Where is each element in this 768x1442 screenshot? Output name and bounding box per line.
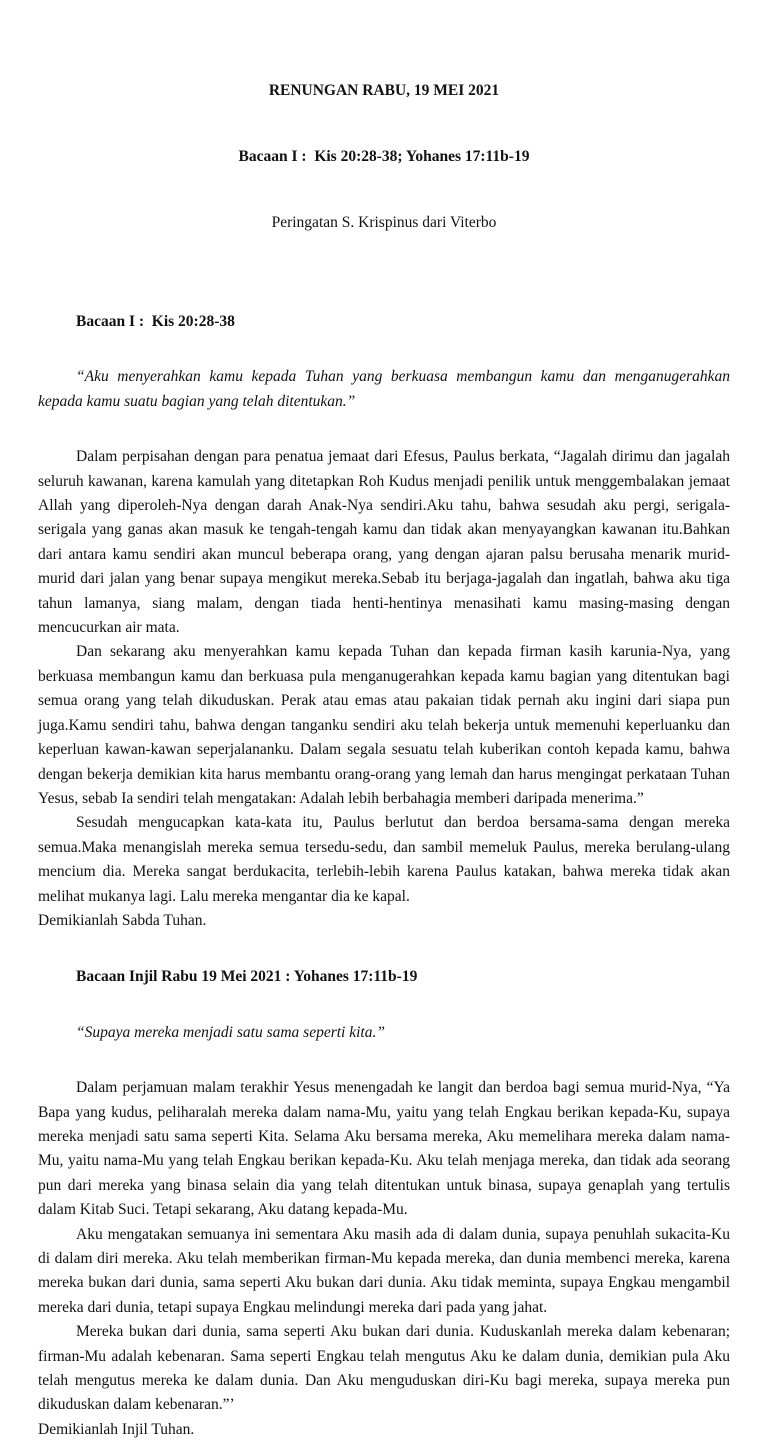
section-reading-1	[38, 310, 730, 933]
reading-body	[38, 1076, 730, 1442]
reading-paragraph: Mereka bukan dari dunia, sama seperti Aku bukan dari dunia. Kuduskanlah mereka dalam kebenaran; firman-Mu adalah kebenaran. Sama seperti Engkau telah mengutus Aku ke dalam dunia, demikian pula Aku telah mengutus mereka ke dalam dunia. Dan Aku menguduskan diri-Ku bagi mereka, supaya mereka pun dikuduskan dalam kebenaran.”’	[38, 1323, 730, 1414]
document-subtitle: Bacaan I : Kis 20:28-38; Yohanes 17:11b-19	[238, 148, 530, 165]
scripture-quote: “Aku menyerahkan kamu kepada Tuhan yang berkuasa membangun kamu dan menganugerahkan kepada kamu suatu bagian yang telah ditentukan.”	[38, 368, 730, 410]
reading-paragraph: Sesudah mengucapkan kata-kata itu, Paulus berlutut dan berdoa bersama-sama dengan mereka semua.Maka menangislah mereka semua tersedu-sedu, dan sambil memeluk Paulus, mereka berulang-ulang mencium dia. Mereka sangat berdukacita, terlebih-lebih karena Paulus katakan, bahwa mereka tidak akan melihat mukanya lagi. Lalu mereka mengantar dia ke kapal.	[38, 814, 730, 905]
reading-paragraph: Dalam perjamuan malam terakhir Yesus menengadah ke langit dan berdoa bagi semua murid-Nya, “Ya Bapa yang kudus, peliharalah mereka dalam nama-Mu, yaitu yang telah Engkau berikan kepada-Ku, supaya mereka menjadi satu sama seperti Kita. Selama Aku bersama mereka, Aku memelihara mereka dalam nama-Mu, yaitu nama-Mu yang telah Engkau berikan kepada-Ku. Aku telah menjaga mereka, dan tidak ada seorang pun dari mereka yang binasa selain dia yang telah ditentukan untuk binasa, supaya genaplah yang tertulis dalam Kitab Suci. Tetapi sekarang, Aku datang kepada-Mu.	[38, 1079, 730, 1219]
reading-paragraph: Dan sekarang aku menyerahkan kamu kepada Tuhan dan kepada firman kasih karunia-Nya, yang berkuasa membangun kamu dan berkuasa pula menganugerahkan kepada kamu bagian yang ditentukan bagi semua orang yang telah dikuduskan. Perak atau emas atau pakaian tidak pernah aku ingini dari siapa pun juga.Kamu sendiri tahu, bahwa dengan tanganku sendiri aku telah bekerja untuk memenuhi keperluanku dan keperluan kawan-kawan seperjalananku. Dalam segala sesuatu telah kuberikan contoh kepada kamu, bahwa dengan bekerja demikian kita harus membantu orang-orang yang lemah dan harus mengingat perkataan Tuhan Yesus, sebab Ia sendiri telah mengatakan: Adalah lebih berbahagia memberi daripada menerima.”	[38, 643, 730, 807]
reading-paragraph: Dalam perpisahan dengan para penatua jemaat dari Efesus, Paulus berkata, “Jagalah dirimu dan jagalah seluruh kawanan, karena kamulah yang ditetapkan Roh Kudus menjadi penilik untuk menggembalakan jemaat Allah yang diperoleh-Nya dengan darah Anak-Nya sendiri.Aku tahu, bahwa sesudah aku pergi, serigala-serigala yang ganas akan masuk ke tengah-tengah kamu dan tidak akan menyayangkan kawanan itu.Bahkan dari antara kamu sendiri akan muncul beberapa orang, yang dengan ajaran palsu berusaha menarik murid-murid dari jalan yang benar supaya mengikut mereka.Sebab itu berjaga-jagalah dan ingatlah, bahwa aku tiga tahun lamanya, siang malam, dengan tiada henti-hentinya menasihati kamu masing-masing dengan mencucurkan air mata.	[38, 448, 730, 637]
scripture-quote: “Supaya mereka menjadi satu sama seperti kita.”	[76, 1023, 385, 1041]
document-header	[38, 36, 730, 278]
closing-line: Demikianlah Sabda Tuhan.	[38, 911, 207, 929]
document-title: RENUNGAN RABU, 19 MEI 2021	[268, 82, 500, 99]
reading-body	[38, 445, 730, 933]
section-heading: Bacaan Injil Rabu 19 Mei 2021 : Yohanes 17:11b-19	[76, 968, 418, 986]
section-gospel	[38, 965, 730, 1442]
section-heading: Bacaan I : Kis 20:28-38	[76, 313, 235, 330]
memorial-line: Peringatan S. Krispinus dari Viterbo	[271, 214, 497, 231]
reading-paragraph: Aku mengatakan semuanya ini sementara Aku masih ada di dalam dunia, supaya penuhlah sukacita-Ku di dalam diri mereka. Aku telah memberikan firman-Mu kepada mereka, dan dunia membenci mereka, karena mereka bukan dari dunia, sama seperti Aku bukan dari dunia. Aku tidak meminta, supaya Engkau mengambil mereka dari dunia, tetapi supaya Engkau melindungi mereka dari pada yang jahat.	[38, 1225, 730, 1316]
closing-line: Demikianlah Injil Tuhan.	[38, 1420, 195, 1438]
